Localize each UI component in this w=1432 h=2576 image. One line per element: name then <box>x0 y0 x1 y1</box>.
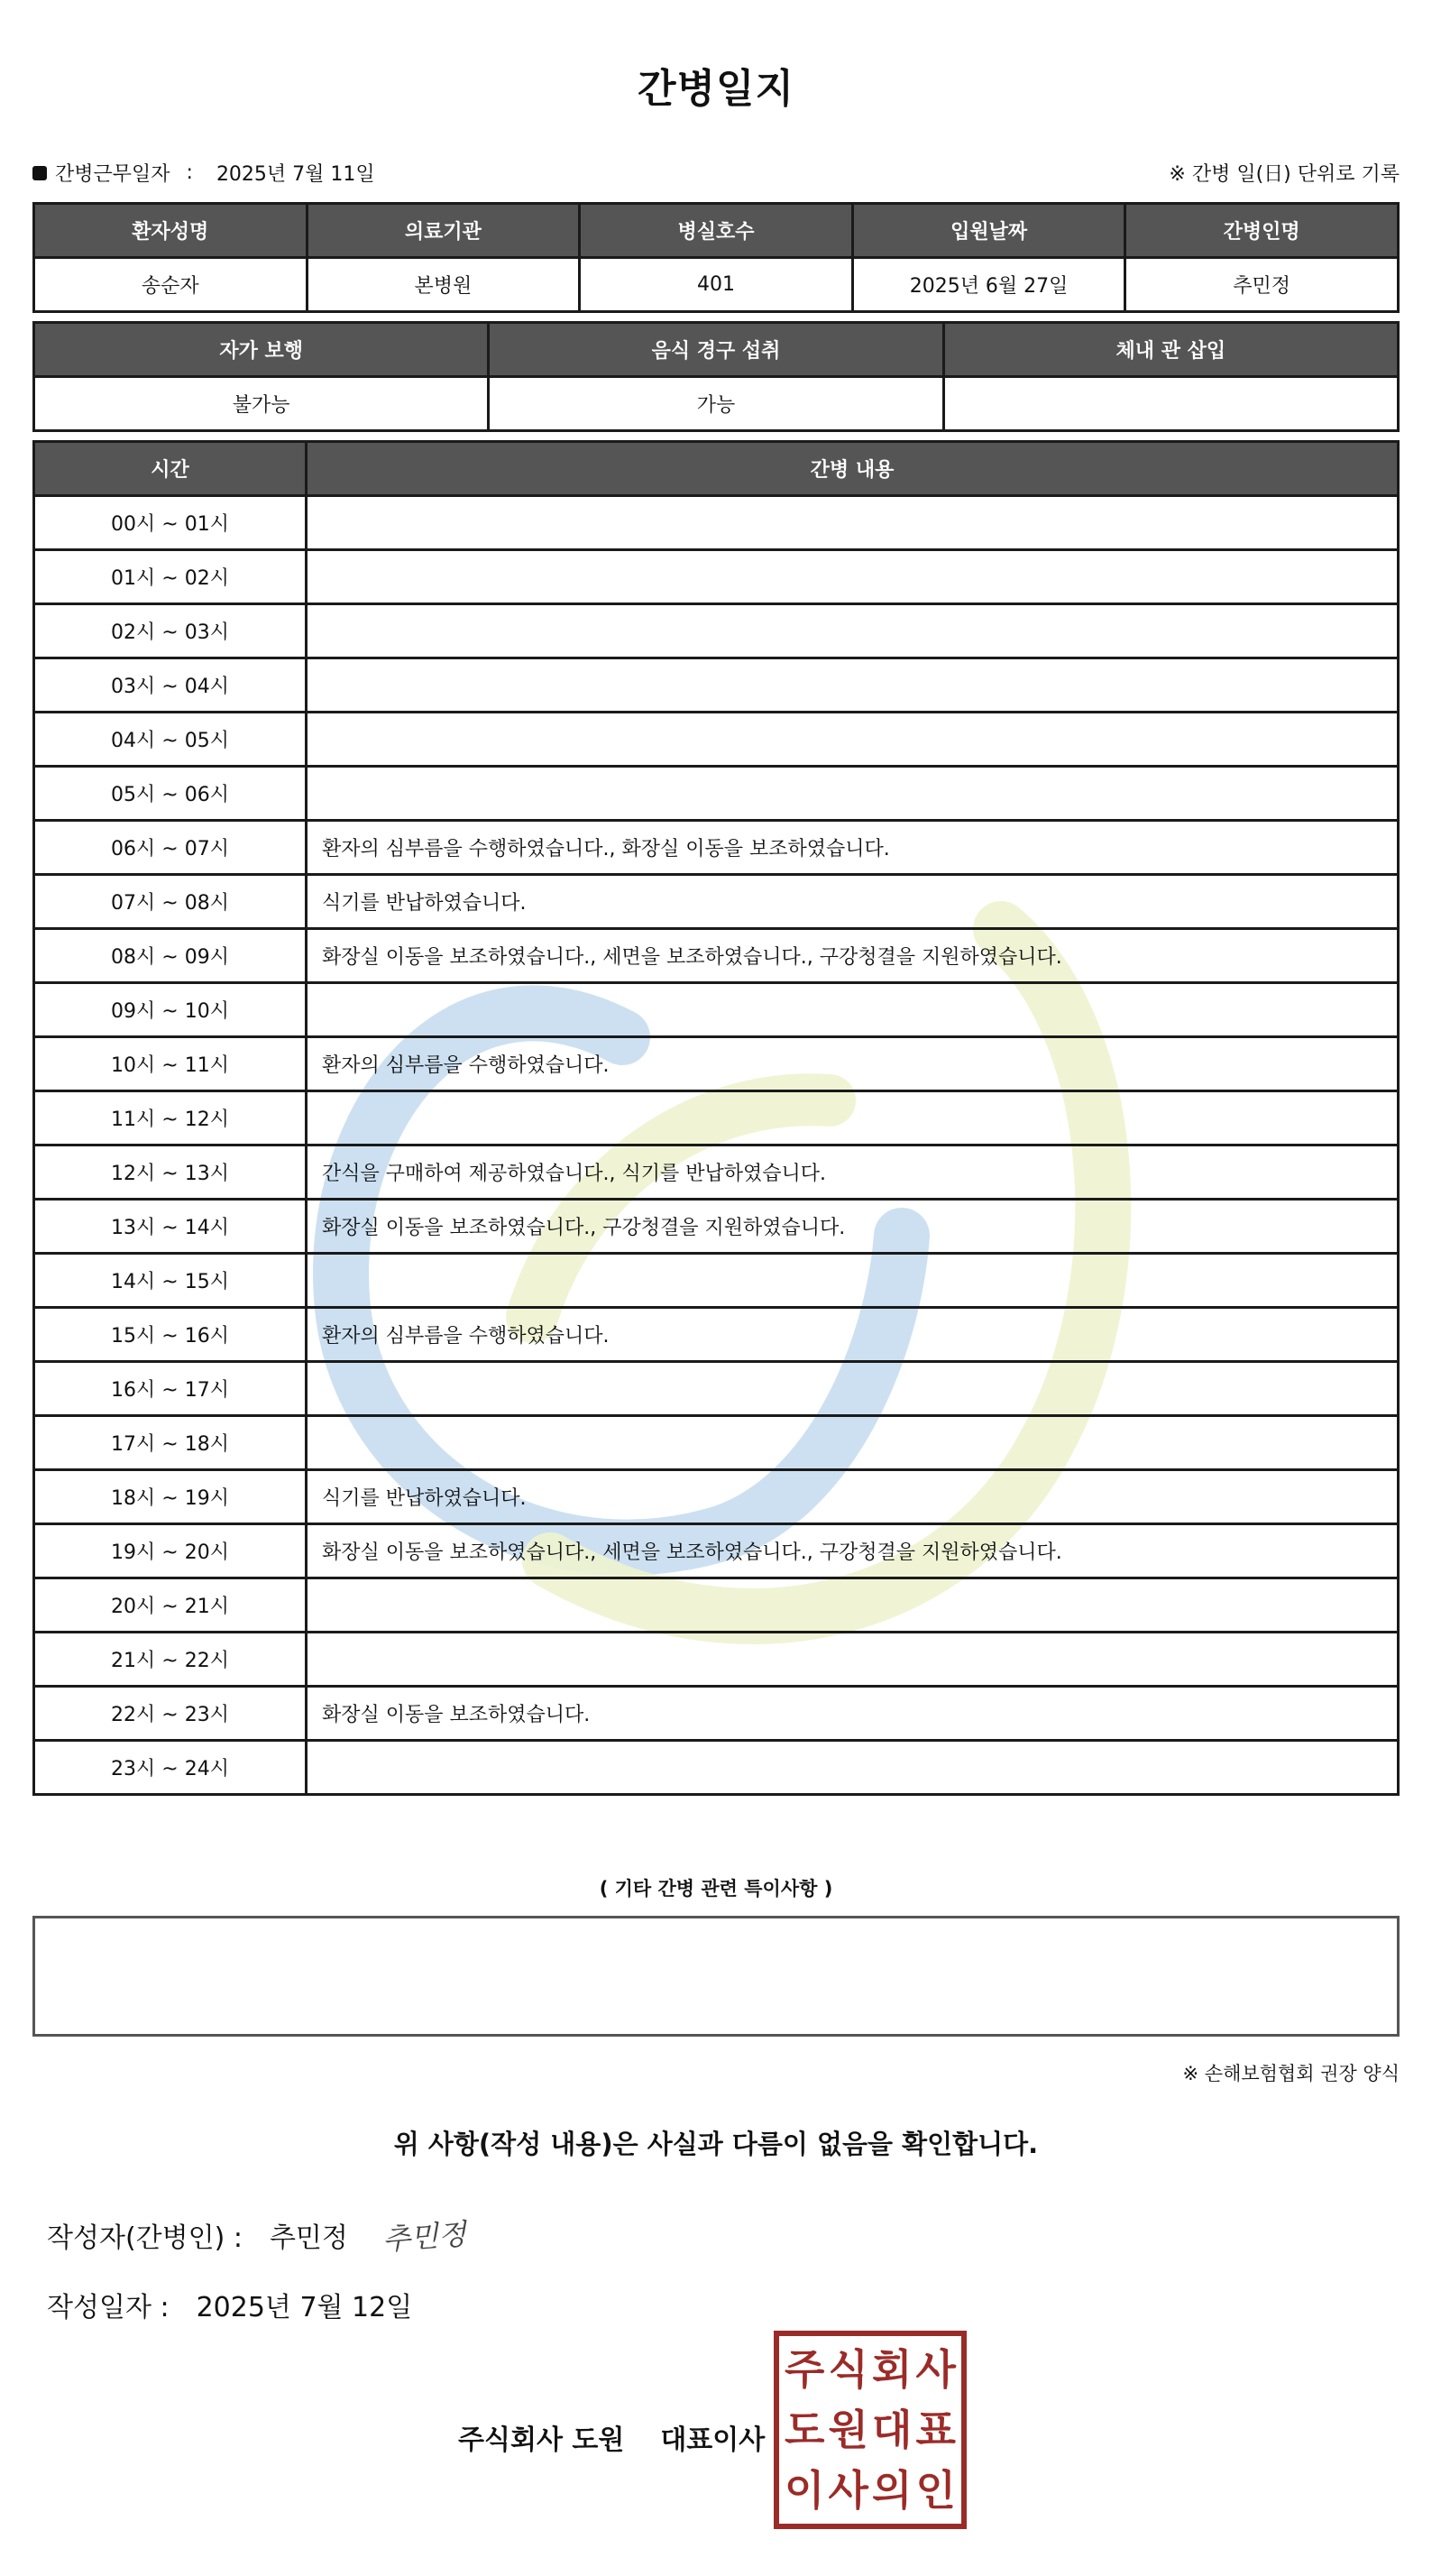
header-oral-intake: 음식 경구 섭취 <box>489 323 943 377</box>
care-content-cell <box>307 713 1399 767</box>
written-date-value: 2025년 7월 12일 <box>196 2292 413 2323</box>
seal-character: 주 <box>785 2345 825 2395</box>
care-content-cell: 화장실 이동을 보조하였습니다. <box>307 1687 1399 1741</box>
table-row <box>34 1741 1399 1795</box>
time-cell: 14시 ~ 15시 <box>34 1254 307 1308</box>
header-patient-name: 환자성명 <box>34 204 308 258</box>
care-content-cell <box>307 1633 1399 1687</box>
time-cell: 15시 ~ 16시 <box>34 1308 307 1362</box>
table-row <box>34 929 1399 983</box>
table-row <box>34 875 1399 929</box>
time-cell: 01시 ~ 02시 <box>34 550 307 604</box>
time-cell: 20시 ~ 21시 <box>34 1578 307 1633</box>
care-content-cell <box>307 983 1399 1037</box>
time-cell: 21시 ~ 22시 <box>34 1633 307 1687</box>
table-row <box>34 1633 1399 1687</box>
patient-value-row <box>34 258 1399 312</box>
table-row <box>34 1416 1399 1470</box>
log-header-row <box>34 442 1399 496</box>
care-content-cell: 환자의 심부름을 수행하였습니다. <box>307 1308 1399 1362</box>
time-cell: 08시 ~ 09시 <box>34 929 307 983</box>
header-tube-insertion: 체내 관 삽입 <box>943 323 1398 377</box>
table-row <box>34 1308 1399 1362</box>
table-row <box>34 1145 1399 1200</box>
hospital-name: 본병원 <box>307 258 580 312</box>
header-care-content: 간병 내용 <box>307 442 1399 496</box>
writer-line <box>47 2214 466 2256</box>
table-row <box>34 550 1399 604</box>
header-hospital: 의료기관 <box>307 204 580 258</box>
work-date-label: 간병근무일자 <box>55 163 170 186</box>
admission-date: 2025년 6월 27일 <box>852 258 1125 312</box>
care-content-cell <box>307 767 1399 821</box>
table-row <box>34 713 1399 767</box>
patient-header-row <box>34 204 1399 258</box>
handwritten-signature: 추민정 <box>381 2216 467 2258</box>
care-content-cell <box>307 1578 1399 1633</box>
seal-character: 대 <box>872 2405 913 2454</box>
bullet-icon <box>32 166 47 180</box>
notes-title: ( 기타 간병 관련 특이사항 ) <box>599 1878 833 1900</box>
time-cell: 03시 ~ 04시 <box>34 658 307 713</box>
care-content-cell: 식기를 반납하였습니다. <box>307 1470 1399 1524</box>
time-cell: 02시 ~ 03시 <box>34 604 307 658</box>
table-row <box>34 1578 1399 1633</box>
header-time: 시간 <box>34 442 307 496</box>
seal-character: 도 <box>785 2405 825 2454</box>
company-name: 주식회사 도원 <box>458 2424 625 2456</box>
oral-intake-value: 가능 <box>489 377 943 431</box>
care-content-cell: 화장실 이동을 보조하였습니다., 구강청결을 지원하였습니다. <box>307 1200 1399 1254</box>
table-row <box>34 1037 1399 1091</box>
seal-character: 의 <box>872 2465 913 2515</box>
notes-box <box>32 1916 1400 2037</box>
care-content-cell: 환자의 심부름을 수행하였습니다., 화장실 이동을 보조하였습니다. <box>307 821 1399 875</box>
unit-note: ※ 간병 일(日) 단위로 기록 <box>1169 163 1400 186</box>
care-content-cell: 간식을 구매하여 제공하였습니다., 식기를 반납하였습니다. <box>307 1145 1399 1200</box>
table-row <box>34 1200 1399 1254</box>
table-row <box>34 983 1399 1037</box>
time-cell: 11시 ~ 12시 <box>34 1091 307 1145</box>
self-walking-value: 불가능 <box>34 377 489 431</box>
representative-title: 대표이사 <box>660 2424 766 2456</box>
care-content-cell <box>307 1741 1399 1795</box>
written-date-line <box>47 2285 412 2324</box>
header-self-walking: 자가 보행 <box>34 323 489 377</box>
table-row <box>34 767 1399 821</box>
company-line <box>458 2417 765 2457</box>
seal-character: 식 <box>828 2345 868 2395</box>
patient-info-table <box>32 202 1400 313</box>
table-row <box>34 1254 1399 1308</box>
table-row <box>34 821 1399 875</box>
time-cell: 09시 ~ 10시 <box>34 983 307 1037</box>
table-row <box>34 604 1399 658</box>
writer-label: 작성자(간병인) : <box>47 2222 243 2254</box>
time-cell: 12시 ~ 13시 <box>34 1145 307 1200</box>
care-content-cell <box>307 604 1399 658</box>
company-seal-stamp <box>774 2331 967 2529</box>
work-date-colon: : <box>186 161 193 184</box>
time-cell: 17시 ~ 18시 <box>34 1416 307 1470</box>
time-cell: 22시 ~ 23시 <box>34 1687 307 1741</box>
header-room: 병실호수 <box>580 204 853 258</box>
care-content-cell <box>307 1091 1399 1145</box>
status-value-row <box>34 377 1399 431</box>
caregiver-name: 추민정 <box>1125 258 1399 312</box>
seal-character: 사 <box>915 2345 956 2395</box>
time-cell: 16시 ~ 17시 <box>34 1362 307 1416</box>
confirmation-statement: 위 사항(작성 내용)은 사실과 다름이 없음을 확인합니다. <box>393 2129 1039 2159</box>
patient-name: 송순자 <box>34 258 308 312</box>
care-log-table <box>32 440 1400 1796</box>
care-content-cell <box>307 658 1399 713</box>
care-content-cell <box>307 1254 1399 1308</box>
time-cell: 07시 ~ 08시 <box>34 875 307 929</box>
seal-character: 사 <box>828 2465 868 2515</box>
table-row <box>34 496 1399 550</box>
time-cell: 06시 ~ 07시 <box>34 821 307 875</box>
table-row <box>34 1470 1399 1524</box>
table-row <box>34 1362 1399 1416</box>
work-date-value: 2025년 7월 11일 <box>216 163 375 186</box>
care-content-cell: 화장실 이동을 보조하였습니다., 세면을 보조하였습니다., 구강청결을 지원하였습니다. <box>307 1524 1399 1578</box>
table-row <box>34 1524 1399 1578</box>
table-row <box>34 1091 1399 1145</box>
seal-character: 인 <box>915 2465 956 2515</box>
time-cell: 23시 ~ 24시 <box>34 1741 307 1795</box>
care-content-cell: 식기를 반납하였습니다. <box>307 875 1399 929</box>
care-content-cell: 화장실 이동을 보조하였습니다., 세면을 보조하였습니다., 구강청결을 지원하였습니다. <box>307 929 1399 983</box>
status-header-row <box>34 323 1399 377</box>
table-row <box>34 1687 1399 1741</box>
seal-character: 이 <box>785 2465 825 2515</box>
time-cell: 05시 ~ 06시 <box>34 767 307 821</box>
care-content-cell <box>307 1362 1399 1416</box>
time-cell: 10시 ~ 11시 <box>34 1037 307 1091</box>
written-date-label: 작성일자 : <box>47 2292 170 2323</box>
time-cell: 19시 ~ 20시 <box>34 1524 307 1578</box>
tube-insertion-value <box>943 377 1398 431</box>
seal-character: 원 <box>828 2405 868 2454</box>
care-content-cell <box>307 496 1399 550</box>
care-content-cell <box>307 550 1399 604</box>
time-cell: 13시 ~ 14시 <box>34 1200 307 1254</box>
recommend-note: ※ 손해보험협회 권장 양식 <box>1182 2063 1400 2084</box>
care-content-cell <box>307 1416 1399 1470</box>
care-content-cell: 환자의 심부름을 수행하였습니다. <box>307 1037 1399 1091</box>
header-admission-date: 입원날짜 <box>852 204 1125 258</box>
writer-name: 추민정 <box>269 2222 348 2254</box>
time-cell: 00시 ~ 01시 <box>34 496 307 550</box>
patient-status-table <box>32 321 1400 432</box>
time-cell: 04시 ~ 05시 <box>34 713 307 767</box>
seal-character: 회 <box>872 2345 913 2395</box>
header-caregiver: 간병인명 <box>1125 204 1399 258</box>
table-row <box>34 658 1399 713</box>
log-body <box>34 496 1399 1795</box>
work-date-line <box>32 159 375 187</box>
time-cell: 18시 ~ 19시 <box>34 1470 307 1524</box>
page-title: 간병일지 <box>637 66 794 112</box>
room-number: 401 <box>580 258 853 312</box>
seal-character: 표 <box>915 2405 956 2454</box>
